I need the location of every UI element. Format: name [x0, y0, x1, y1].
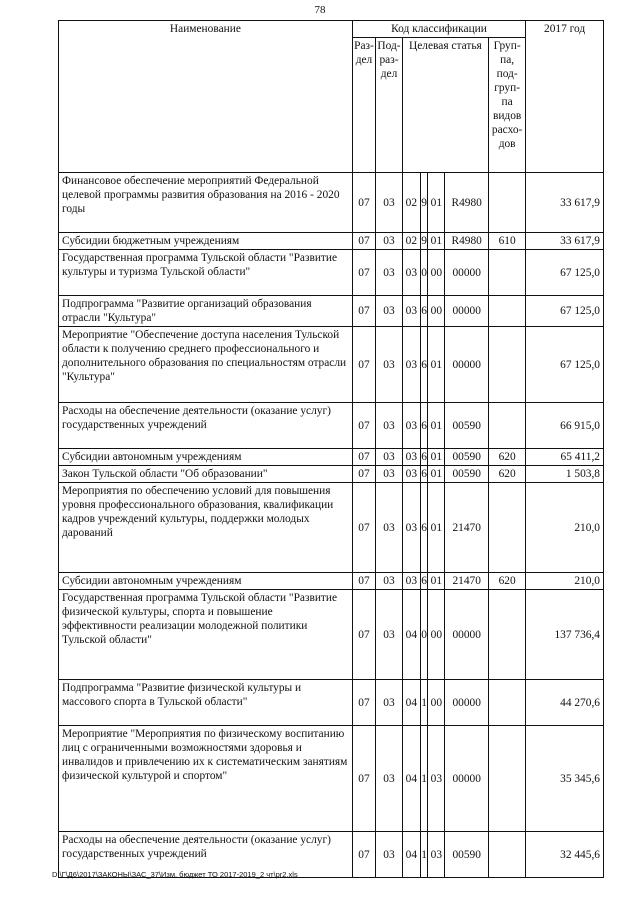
table-row [59, 403, 604, 449]
row-name: Подпрограмма "Развитие организаций образования отрасли "Культура" [59, 296, 353, 327]
row-target-subprogram: 6 [420, 403, 427, 449]
header-vid: Груп- па, под- груп- па видов расхо- дов [489, 38, 526, 173]
row-target-program: 03 [402, 403, 420, 449]
header-name: Наименование [59, 21, 353, 173]
row-amount: 44 270,6 [526, 680, 604, 726]
row-podrazdel: 03 [376, 449, 403, 466]
row-expense-type [489, 327, 526, 403]
row-amount: 65 411,2 [526, 449, 604, 466]
row-target-program: 04 [402, 590, 420, 680]
table-row [59, 449, 604, 466]
table-row [59, 327, 604, 403]
row-amount: 210,0 [526, 483, 604, 573]
row-podrazdel: 03 [376, 590, 403, 680]
row-target-subprogram: 6 [420, 573, 427, 590]
row-podrazdel: 03 [376, 403, 403, 449]
row-razdel: 07 [352, 250, 375, 296]
row-target-event: 01 [428, 233, 445, 250]
row-target-event: 00 [428, 296, 445, 327]
row-target-direction: 00000 [445, 590, 489, 680]
table-row [59, 296, 604, 327]
row-amount: 33 617,9 [526, 173, 604, 233]
row-razdel: 07 [352, 403, 375, 449]
row-name: Субсидии автономным учреждениям [59, 449, 353, 466]
table-row [59, 466, 604, 483]
row-name: Расходы на обеспечение деятельности (оказание услуг) государственных учреждений [59, 403, 353, 449]
row-name: Государственная программа Тульской области "Развитие культуры и туризма Тульской области" [59, 250, 353, 296]
row-expense-type [489, 590, 526, 680]
row-target-subprogram: 6 [420, 296, 427, 327]
row-expense-type [489, 483, 526, 573]
row-name: Государственная программа Тульской области "Развитие физической культуры, спорта и повышение эффективности реализации молодежной политики Тульской области" [59, 590, 353, 680]
row-podrazdel: 03 [376, 832, 403, 878]
row-expense-type: 620 [489, 573, 526, 590]
row-target-subprogram: 1 [420, 726, 427, 832]
row-razdel: 07 [352, 466, 375, 483]
row-podrazdel: 03 [376, 233, 403, 250]
row-target-subprogram: 6 [420, 466, 427, 483]
row-target-direction: R4980 [445, 173, 489, 233]
header-target: Целевая статья [402, 38, 488, 173]
row-target-event: 01 [428, 483, 445, 573]
table-row [59, 483, 604, 573]
row-target-subprogram: 6 [420, 327, 427, 403]
header-podrazdel: Под- раз- дел [376, 38, 403, 173]
row-target-direction: 21470 [445, 573, 489, 590]
row-target-event: 03 [428, 832, 445, 878]
row-target-subprogram: 6 [420, 483, 427, 573]
row-razdel: 07 [352, 832, 375, 878]
row-target-direction: 00590 [445, 403, 489, 449]
row-podrazdel: 03 [376, 573, 403, 590]
row-name: Расходы на обеспечение деятельности (оказание услуг) государственных учреждений [59, 832, 353, 878]
table-row [59, 590, 604, 680]
row-razdel: 07 [352, 573, 375, 590]
row-target-subprogram: 0 [420, 590, 427, 680]
table-row [59, 233, 604, 250]
row-target-program: 04 [402, 726, 420, 832]
row-target-direction: 00000 [445, 327, 489, 403]
row-target-event: 01 [428, 466, 445, 483]
row-amount: 137 736,4 [526, 590, 604, 680]
row-razdel: 07 [352, 327, 375, 403]
row-target-event: 01 [428, 573, 445, 590]
header-year: 2017 год [526, 21, 604, 173]
row-target-direction: 00590 [445, 832, 489, 878]
table-row [59, 250, 604, 296]
row-name: Подпрограмма "Развитие физической культуры и массового спорта в Тульской области" [59, 680, 353, 726]
row-expense-type [489, 250, 526, 296]
row-amount: 35 345,6 [526, 726, 604, 832]
row-target-program: 03 [402, 296, 420, 327]
row-target-subprogram: 1 [420, 680, 427, 726]
footer-file-path: D:\Г\Д6\2017\ЗАКОНЫ\ЗАС_37\Изм. бюджет ТО 2017-2019_2 чт\pr2.xls [52, 870, 298, 879]
row-target-event: 00 [428, 590, 445, 680]
row-name: Закон Тульской области "Об образовании" [59, 466, 353, 483]
row-target-subprogram: 0 [420, 250, 427, 296]
table-row [59, 726, 604, 832]
row-podrazdel: 03 [376, 483, 403, 573]
row-amount: 67 125,0 [526, 250, 604, 296]
row-expense-type [489, 296, 526, 327]
row-amount: 1 503,8 [526, 466, 604, 483]
row-target-program: 03 [402, 466, 420, 483]
row-amount: 33 617,9 [526, 233, 604, 250]
row-target-direction: 00590 [445, 466, 489, 483]
table-row [59, 573, 604, 590]
row-name: Субсидии автономным учреждениям [59, 573, 353, 590]
row-podrazdel: 03 [376, 466, 403, 483]
row-expense-type: 620 [489, 466, 526, 483]
row-expense-type [489, 680, 526, 726]
row-podrazdel: 03 [376, 296, 403, 327]
row-target-subprogram: 6 [420, 449, 427, 466]
row-target-program: 04 [402, 680, 420, 726]
row-razdel: 07 [352, 590, 375, 680]
row-target-program: 03 [402, 573, 420, 590]
row-target-direction: 00000 [445, 726, 489, 832]
row-target-event: 01 [428, 327, 445, 403]
budget-table [58, 20, 604, 878]
row-name: Финансовое обеспечение мероприятий Федеральной целевой программы развития образования на 2016 - 2020 годы [59, 173, 353, 233]
row-amount: 67 125,0 [526, 327, 604, 403]
row-target-direction: 00000 [445, 296, 489, 327]
row-expense-type [489, 726, 526, 832]
row-expense-type [489, 173, 526, 233]
row-target-subprogram: 9 [420, 233, 427, 250]
row-podrazdel: 03 [376, 327, 403, 403]
row-name: Мероприятия по обеспечению условий для повышения уровня профессионального образования, квалификации кадров учреждений культуры, поддержки молодых дарований [59, 483, 353, 573]
table-body [59, 173, 604, 878]
row-name: Мероприятие "Мероприятия по физическому воспитанию лиц с ограниченными возможностями здоровья и инвалидов и привлечению их к систематическим занятиям физической культурой и спортом" [59, 726, 353, 832]
row-amount: 210,0 [526, 573, 604, 590]
row-expense-type: 610 [489, 233, 526, 250]
table-row [59, 173, 604, 233]
row-target-event: 01 [428, 403, 445, 449]
row-target-program: 03 [402, 250, 420, 296]
row-target-subprogram: 9 [420, 173, 427, 233]
row-target-direction: R4980 [445, 233, 489, 250]
row-name: Субсидии бюджетным учреждениям [59, 233, 353, 250]
row-expense-type [489, 403, 526, 449]
row-target-program: 03 [402, 483, 420, 573]
row-target-program: 03 [402, 449, 420, 466]
row-razdel: 07 [352, 233, 375, 250]
row-podrazdel: 03 [376, 680, 403, 726]
row-razdel: 07 [352, 680, 375, 726]
row-razdel: 07 [352, 449, 375, 466]
table-row [59, 680, 604, 726]
row-target-program: 02 [402, 173, 420, 233]
row-target-event: 01 [428, 173, 445, 233]
header-code-group: Код классификации [352, 21, 525, 38]
row-podrazdel: 03 [376, 250, 403, 296]
row-target-subprogram: 1 [420, 832, 427, 878]
row-amount: 32 445,6 [526, 832, 604, 878]
page-number: 78 [314, 4, 326, 16]
row-name: Мероприятие "Обеспечение доступа населения Тульской области к получению среднего профессионального и дополнительного образования по специальностям отрасли "Культура" [59, 327, 353, 403]
row-target-event: 00 [428, 250, 445, 296]
header-razdel: Раз- дел [352, 38, 375, 173]
row-target-event: 01 [428, 449, 445, 466]
row-target-event: 00 [428, 680, 445, 726]
row-target-program: 04 [402, 832, 420, 878]
row-expense-type: 620 [489, 449, 526, 466]
row-target-direction: 00590 [445, 449, 489, 466]
row-razdel: 07 [352, 726, 375, 832]
row-target-event: 03 [428, 726, 445, 832]
row-podrazdel: 03 [376, 173, 403, 233]
row-target-direction: 00000 [445, 680, 489, 726]
row-target-direction: 21470 [445, 483, 489, 573]
row-target-program: 02 [402, 233, 420, 250]
row-razdel: 07 [352, 483, 375, 573]
row-target-program: 03 [402, 327, 420, 403]
row-expense-type [489, 832, 526, 878]
row-razdel: 07 [352, 173, 375, 233]
row-razdel: 07 [352, 296, 375, 327]
row-podrazdel: 03 [376, 726, 403, 832]
row-target-direction: 00000 [445, 250, 489, 296]
row-amount: 66 915,0 [526, 403, 604, 449]
row-amount: 67 125,0 [526, 296, 604, 327]
